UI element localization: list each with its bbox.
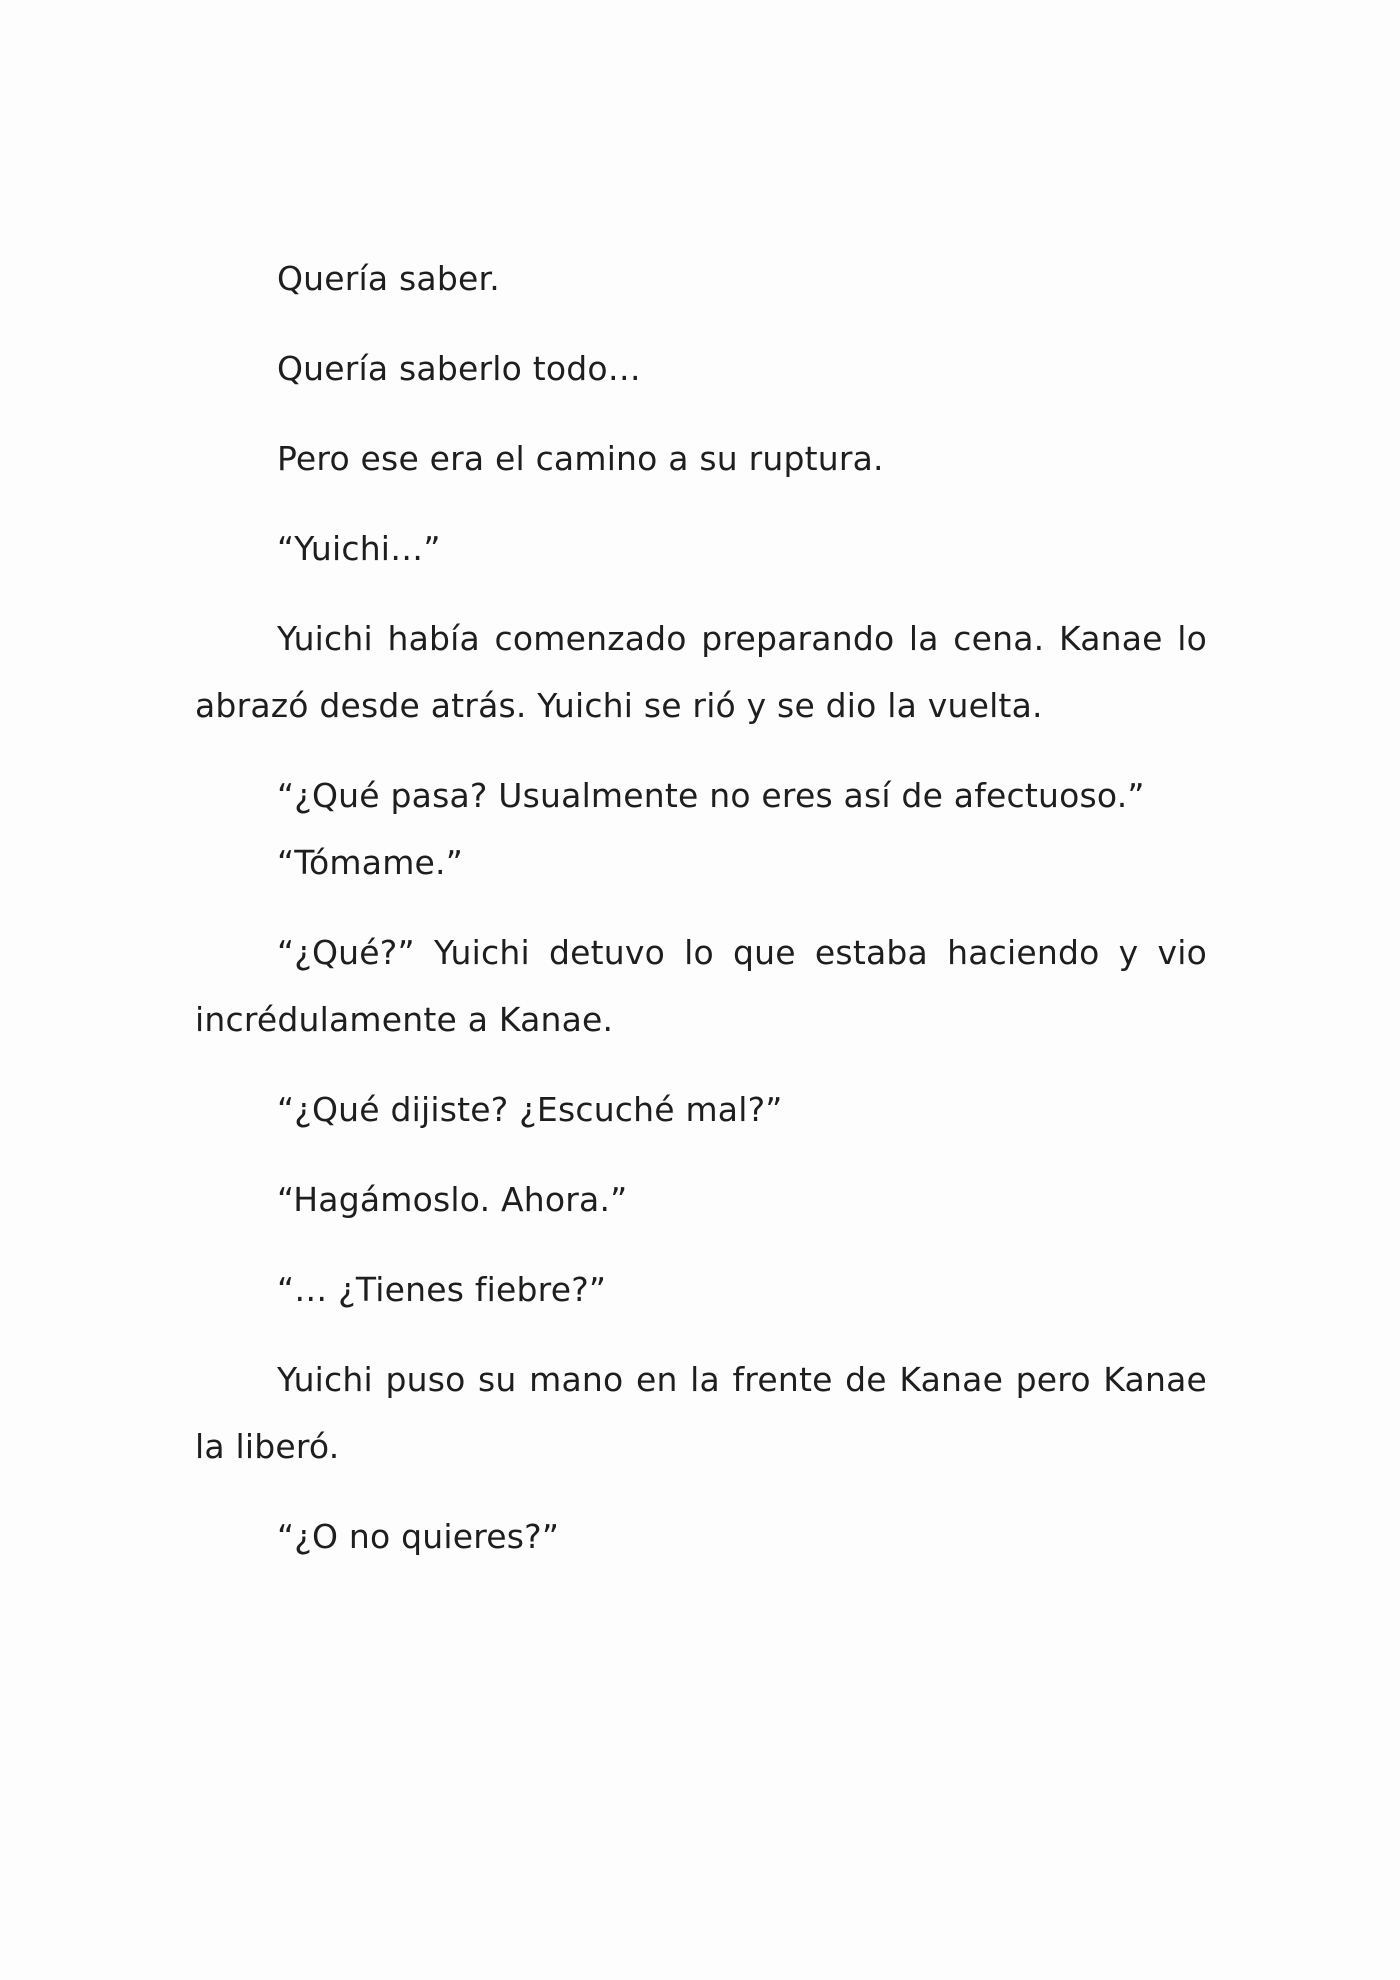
paragraph: “Tómame.” [277, 843, 464, 882]
paragraph: “Yuichi…” [277, 529, 441, 568]
paragraph: “… ¿Tienes fiebre?” [277, 1270, 607, 1309]
paragraph: “Hagámoslo. Ahora.” [277, 1180, 628, 1219]
paragraph: Yuichi puso su mano en la frente de Kanae pero Kanae la liberó. [195, 1360, 1207, 1466]
paragraph: “¿Qué pasa? Usualmente no eres así de afectuoso.” [277, 776, 1145, 815]
paragraph: “¿Qué dijiste? ¿Escuché mal?” [277, 1090, 783, 1129]
paragraph: Pero ese era el camino a su ruptura. [277, 439, 884, 478]
body-text [195, 245, 1207, 1593]
paragraph: Quería saber. [277, 259, 500, 298]
paragraph: “¿Qué?” Yuichi detuvo lo que estaba haciendo y vio incrédulamente a Kanae. [195, 933, 1207, 1039]
paragraph: “¿O no quieres?” [277, 1517, 560, 1556]
paragraph: Quería saberlo todo… [277, 349, 641, 388]
paragraph: Yuichi había comenzado preparando la cena. Kanae lo abrazó desde atrás. Yuichi se rió y se dio la vuelta. [195, 619, 1207, 725]
